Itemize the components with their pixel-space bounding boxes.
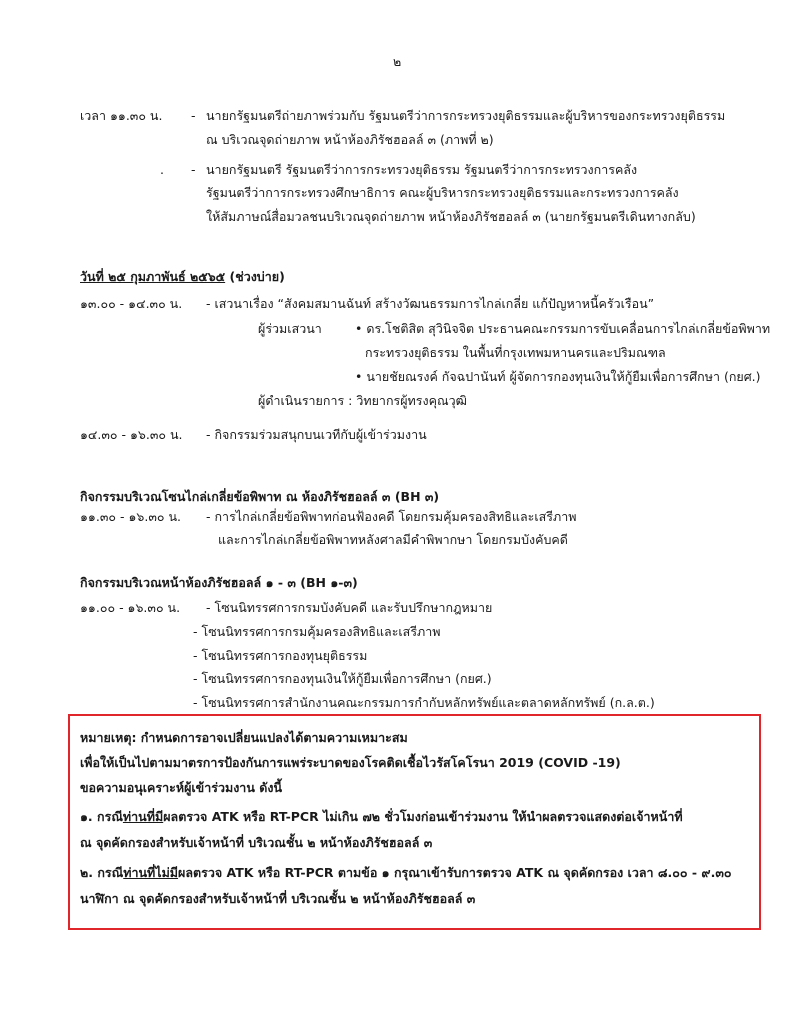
stray-dot: . [160,162,164,177]
exhibit-item: - โซนนิทรรศการกองทุนยุติธรรม [193,648,368,663]
schedule-item-text: ณ บริเวณจุดถ่ายภาพ หน้าห้องภิรัชฮอลล์ ๓ (ภาพที่ ๒) [206,132,494,147]
section-heading: กิจกรรมบริเวณหน้าห้องภิรัชฮอลล์ ๑ - ๓ (BH ๑-๓) [80,575,358,590]
condition-underline: ท่านที่มี [122,809,164,824]
page-number: ๒ [393,54,402,69]
moderator-line: ผู้ดำเนินรายการ : วิทยากรผู้ทรงคุณวุฒิ [258,393,467,408]
condition-number: ๒. กรณี [80,865,124,880]
schedule-time: ๑๓.๐๐ - ๑๔.๓๐ น. [80,296,183,311]
section-heading: กิจกรรมบริเวณโซนไกล่เกลี่ยข้อพิพาท ณ ห้องภิรัชฮอลล์ ๓ (BH ๓) [80,489,440,504]
schedule-item-text: รัฐมนตรีว่าการกระทรวงศึกษาธิการ คณะผู้บริหารกระทรวงยุติธรรมและกระทรวงการคลัง [206,185,679,200]
bullet-dash: - [191,162,196,177]
schedule-time: ๑๔.๓๐ - ๑๖.๓๐ น. [80,427,183,442]
exhibit-item: - โซนนิทรรศการสำนักงานคณะกรรมการกำกับหลักทรัพย์และตลาดหลักทรัพย์ (ก.ล.ต.) [193,695,655,710]
schedule-item-text: นายกรัฐมนตรี รัฐมนตรีว่าการกระทรวงยุติธรรม รัฐมนตรีว่าการกระทรวงการคลัง [206,162,638,177]
note-text: ณ จุดคัดกรองสำหรับเจ้าหน้าที่ บริเวณชั้น ๒ หน้าห้องภิรัชฮอลล์ ๓ [80,835,433,850]
panelists-label: ผู้ร่วมเสวนา [258,321,322,336]
note-title: หมายเหตุ: กำหนดการอาจเปลี่ยนแปลงได้ตามความเหมาะสม [80,730,408,745]
schedule-time: ๑๑.๓๐ - ๑๖.๓๐ น. [80,509,181,524]
condition-number: ๑. กรณี [80,809,123,824]
schedule-item-text: - การไกล่เกลี่ยข้อพิพาทก่อนฟ้องคดี โดยกรมคุ้มครองสิทธิและเสรีภาพ [206,509,577,524]
note-text: เพื่อให้เป็นไปตามมาตรการป้องกันการแพร่ระบาดของโรคติดเชื้อไวรัสโคโรนา 2019 (COVID -19) [80,755,621,770]
exhibit-item: - โซนนิทรรศการกองทุนเงินให้กู้ยืมเพื่อการศึกษา (กยศ.) [193,671,492,686]
schedule-time: ๑๑.๐๐ - ๑๖.๓๐ น. [80,600,181,615]
note-condition-2 [80,865,732,881]
schedule-time: เวลา ๑๑.๓๐ น. [80,108,163,123]
schedule-item-text: ให้สัมภาษณ์สื่อมวลชนบริเวณจุดถ่ายภาพ หน้าห้องภิรัชฮอลล์ ๓ (นายกรัฐมนตรีเดินทางกลับ) [206,209,696,224]
note-text: ขอความอนุเคราะห์ผู้เข้าร่วมงาน ดังนี้ [80,780,282,795]
panelist-item: • ดร.โชติสิต สุวินิจจิต ประธานคณะกรรมการขับเคลื่อนการไกล่เกลี่ยข้อพิพาท [355,321,771,336]
date-heading-underlined: วันที่ ๒๕ กุมภาพันธ์ ๒๕๖๕ [80,269,226,284]
condition-text: ผลตรวจ ATK หรือ RT-PCR ตามข้อ ๑ กรุณาเข้ารับการตรวจ ATK ณ จุดคัดกรอง เวลา ๘.๐๐ - ๙.๓๐ [178,865,732,880]
panelist-item: กระทรวงยุติธรรม ในพื้นที่กรุงเทพมหานครและปริมณฑล [365,345,666,360]
note-condition-1 [80,809,683,825]
note-text: นาฬิกา ณ จุดคัดกรองสำหรับเจ้าหน้าที่ บริเวณชั้น ๒ หน้าห้องภิรัชฮอลล์ ๓ [80,891,476,906]
date-heading-suffix: (ช่วงบ่าย) [225,269,285,284]
forum-title: - เสวนาเรื่อง “สังคมสมานฉันท์ สร้างวัฒนธรรมการไกล่เกลี่ย แก้ปัญหาหนี้ครัวเรือน” [206,296,655,311]
exhibit-item: - โซนนิทรรศการกรมคุ้มครองสิทธิและเสรีภาพ [193,624,441,639]
exhibit-item: - โซนนิทรรศการกรมบังคับคดี และรับปรึกษากฎหมาย [206,600,493,615]
bullet-dash: - [191,108,196,123]
schedule-item-text: และการไกล่เกลี่ยข้อพิพาทหลังศาลมีคำพิพากษา โดยกรมบังคับคดี [218,532,568,547]
schedule-item-text: - กิจกรรมร่วมสนุกบนเวทีกับผู้เข้าร่วมงาน [206,427,427,442]
panelist-item: • นายชัยณรงค์ กัจฉปานันท์ ผู้จัดการกองทุนเงินให้กู้ยืมเพื่อการศึกษา (กยศ.) [355,369,761,384]
condition-text: ผลตรวจ ATK หรือ RT-PCR ไม่เกิน ๗๒ ชั่วโมงก่อนเข้าร่วมงาน ให้นำผลตรวจแสดงต่อเจ้าหน้าที่ [163,809,683,824]
date-heading [80,269,285,285]
schedule-item-text: นายกรัฐมนตรีถ่ายภาพร่วมกับ รัฐมนตรีว่าการกระทรวงยุติธรรมและผู้บริหารของกระทรวงยุติธรรม [206,108,726,123]
condition-underline: ท่านที่ไม่มี [123,865,179,880]
